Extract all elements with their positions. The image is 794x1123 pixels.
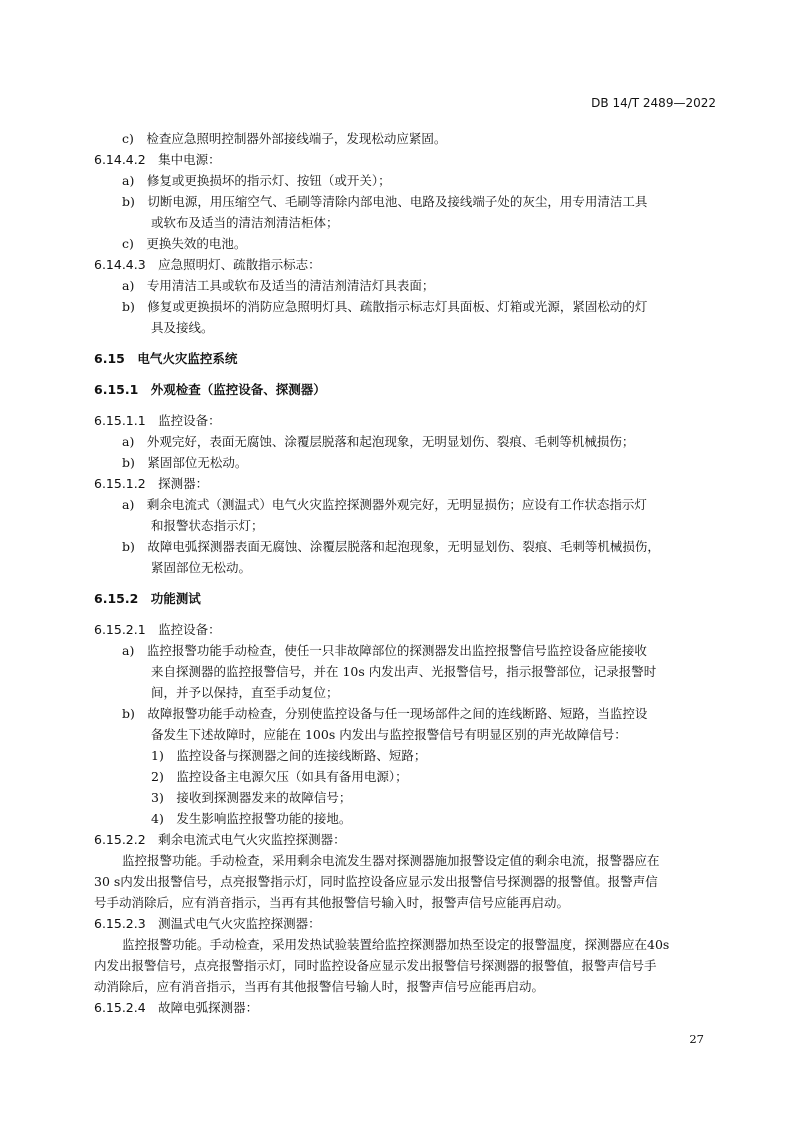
clause-heading: 6.15.1.1 监控设备： <box>94 413 221 428</box>
list-item: 3) 接收到探测器发来的故障信号； <box>151 790 352 805</box>
clause-heading: 6.14.4.2 集中电源： <box>94 152 221 167</box>
clause-heading: 6.15.2.2 剩余电流式电气火灾监控探测器： <box>94 832 346 847</box>
clause-heading: 6.14.4.3 应急照明灯、疏散指示标志： <box>94 257 321 272</box>
text-line: a) 修复或更换损坏的指示灯、按钮（或开关）； <box>122 173 391 188</box>
text-line: a) 外观完好，表面无腐蚀、涂覆层脱落和起泡现象，无明显划伤、裂痕、毛刺等机械损伤； <box>122 434 635 449</box>
text-line: c) 检查应急照明控制器外部接线端子，发现松动应紧固。 <box>122 131 447 146</box>
text-line: 紧固部位无松动。 <box>151 560 252 575</box>
clause-heading: 6.15.2.1 监控设备： <box>94 622 221 637</box>
section-heading: 6.15.2 功能测试 <box>94 591 201 606</box>
page-number: 27 <box>689 1032 704 1046</box>
text-line: c) 更换失效的电池。 <box>122 236 247 251</box>
text-line: a) 专用清洁工具或软布及适当的清洁剂清洁灯具表面； <box>122 278 435 293</box>
text-line: b) 修复或更换损坏的消防应急照明灯具、疏散指示标志灯具面板、灯箱或光源，紧固松动的灯 <box>122 299 648 314</box>
section-heading: 6.15.1 外观检查（监控设备、探测器） <box>94 382 326 397</box>
text-line: 监控报警功能。手动检查，采用剩余电流发生器对探测器施加报警设定值的剩余电流，报警器应在 <box>122 853 660 868</box>
text-line: b) 故障电弧探测器表面无腐蚀、涂覆层脱落和起泡现象，无明显划伤、裂痕、毛刺等机械损伤， <box>122 539 660 554</box>
text-line: 和报警状态指示灯； <box>151 518 264 533</box>
text-line: 具及接线。 <box>151 320 214 335</box>
clause-heading: 6.15.2.3 测温式电气火灾监控探测器： <box>94 916 321 931</box>
standard-code: DB 14/T 2489—2022 <box>591 96 716 110</box>
list-item: 2) 监控设备主电源欠压（如具有备用电源）； <box>151 769 408 784</box>
text-line: 30 s内发出报警信号，点亮报警指示灯，同时监控设备应显示发出报警信号探测器的报警值。报警声信 <box>94 874 658 889</box>
text-line: a) 监控报警功能手动检查，使任一只非故障部位的探测器发出监控报警信号监控设备应能接收 <box>122 643 647 658</box>
text-line: 内发出报警信号，点亮报警指示灯，同时监控设备应显示发出报警信号探测器的报警值，报警声信号手 <box>94 958 657 973</box>
text-line: b) 故障报警功能手动检查，分别使监控设备与任一现场部件之间的连线断路、短路，当监控设 <box>122 706 648 721</box>
clause-heading: 6.15.1.2 探测器： <box>94 476 209 491</box>
text-line: 监控报警功能。手动检查，采用发热试验装置给监控探测器加热至设定的报警温度，探测器应在40s <box>122 937 670 952</box>
clause-heading: 6.15.2.4 故障电弧探测器： <box>94 1000 259 1015</box>
text-line: a) 剩余电流式（测温式）电气火灾监控探测器外观完好，无明显损伤；应设有工作状态指示灯 <box>122 497 647 512</box>
text-line: 备发生下述故障时，应能在 100s 内发出与监控报警信号有明显区别的声光故障信号： <box>151 727 627 742</box>
text-line: 动消除后，应有消音指示，当再有其他报警信号输人时，报警声信号应能再启动。 <box>94 979 545 994</box>
section-heading: 6.15 电气火灾监控系统 <box>94 351 238 366</box>
text-line: 间，并予以保持，直至手动复位； <box>151 685 339 700</box>
text-line: b) 紧固部位无松动。 <box>122 455 248 470</box>
text-line: 或软布及适当的清洁剂清洁柜体； <box>151 215 339 230</box>
text-line: 号手动消除后，应有消音指示，当再有其他报警信号输入时，报警声信号应能再启动。 <box>94 895 570 910</box>
text-line: b) 切断电源，用压缩空气、毛刷等清除内部电池、电路及接线端子处的灰尘，用专用清洁工具 <box>122 194 648 209</box>
text-line: 来自探测器的监控报警信号，并在 10s 内发出声、光报警信号，指示报警部位，记录报警时 <box>151 664 657 679</box>
list-item: 1) 监控设备与探测器之间的连接线断路、短路； <box>151 748 427 763</box>
list-item: 4) 发生影响监控报警功能的接地。 <box>151 811 352 826</box>
